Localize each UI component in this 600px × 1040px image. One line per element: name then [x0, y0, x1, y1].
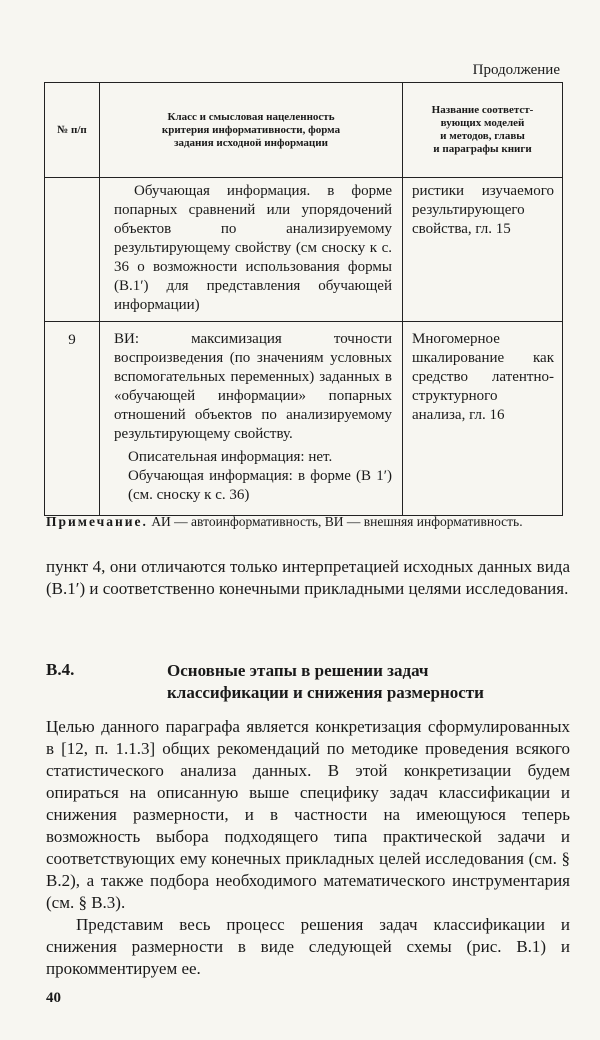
row-name-text: ристики изучаемого результирующего свойства, гл. 15 — [412, 183, 554, 237]
row-subnote-training: Обучающая информация: в форме (В 1′) (см. сноску к с. 36) — [128, 468, 392, 503]
row-name-cell — [403, 322, 563, 516]
paragraph-continuation: пункт 4, они отличаются только интерпретацией исходных данных вида (В.1′) и соответственно конечными прикладными целями исследования. — [46, 557, 570, 598]
table-header-row — [45, 83, 563, 178]
page-number: 40 — [46, 990, 61, 1006]
paragraph-purpose: Целью данного параграфа является конкретизация сформулированных в [12, п. 1.1.3] общих рекомендаций по методике проведения всякого статистического анализа данных. В этой конкретизации будем опираться на описанную выше специфику задач классификации и снижения размерности, и в частности на имеющуюся теперь возможность выбора подходящего типа практической задачи и соответствующих ему конечных прикладных целей исследования (см. § В.2), а также подбора необходимого математического инструментария (см. § В.3). — [46, 717, 570, 912]
section-title: Основные этапы в решении задач классификации и снижения размерности — [167, 661, 484, 702]
paragraph-scheme: Представим весь процесс решения задач классификации и снижения размерности в виде следующей схемы (рис. В.1) и прокомментируем ее. — [46, 915, 570, 978]
table-row — [45, 178, 563, 322]
header-name: Название соответст- вующих моделей и методов, главы и параграфы книги — [403, 83, 563, 178]
continued-label: Продолжение — [472, 62, 560, 78]
row-subnotes — [100, 448, 402, 515]
row-class-text: ВИ: максимизация точности воспроизведения (по значениям условных вспомогательных переменных) заданных в «обучающей информации» попарных отношений объектов по анализируемому результирующему свойству. — [114, 331, 392, 442]
row-subnote-descriptive: Описательная информация: нет. — [128, 449, 333, 465]
note-text: АИ — автоинформативность, ВИ — внешняя информативность. — [151, 514, 523, 529]
table-note — [46, 513, 566, 530]
row-name-text: Многомерное шкалирование как средство латентно-структурного анализа, гл. 16 — [412, 331, 554, 423]
header-num: № п/п — [45, 83, 100, 178]
row-name-cell — [403, 178, 563, 322]
row-class-cell — [100, 178, 403, 322]
header-class: Класс и смысловая нацеленность критерия информативности, форма задания исходной информации — [100, 83, 403, 178]
table-row — [45, 322, 563, 516]
row-num — [45, 178, 100, 322]
section-number: В.4. — [46, 660, 75, 679]
row-class-text: Обучающая информация. в форме попарных сравнений или упорядочений объектов по анализируемому результирующему свойству (см сноску к с. 36 о возможности использования формы (В.1′) для представления обучающей информации) — [114, 183, 392, 313]
row-num: 9 — [45, 322, 100, 516]
note-label: Примечание. — [46, 514, 148, 529]
row-class-cell — [100, 322, 403, 516]
criteria-table — [44, 82, 563, 516]
